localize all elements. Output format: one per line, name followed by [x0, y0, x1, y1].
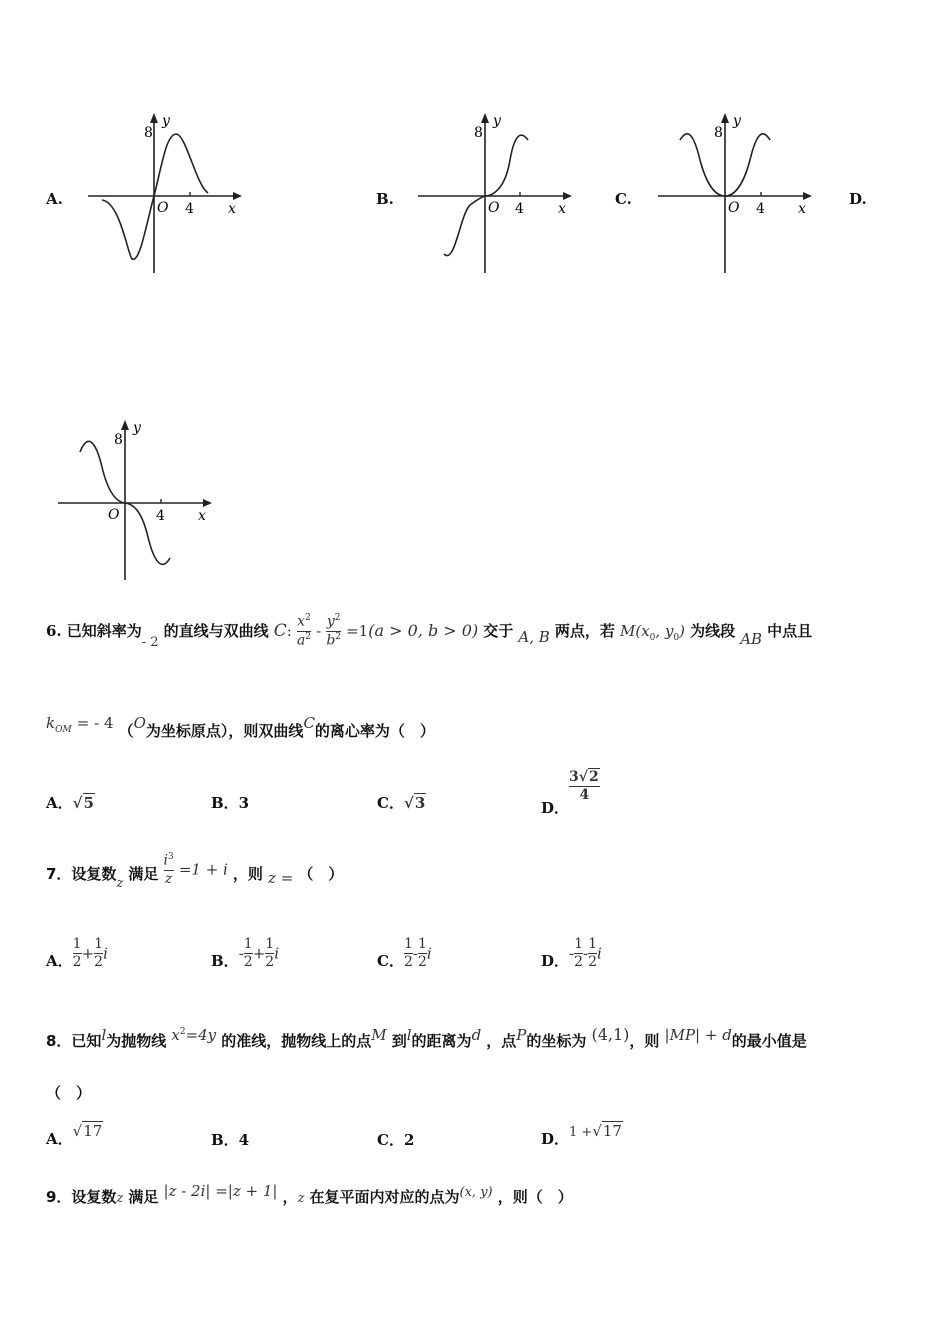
q6-line1: 6. 已知斜率为$_{- 2}$ 的直线与双曲线 C: $\frac{x^2}{a^2}$ - $\frac{y^2}{b^2}$ =1(a > 0, b > 0) 交于 A, B 两点，若 $M(x_0$, $y_0$) 为线段 AB 中点且: [46, 613, 813, 651]
x-label: x: [228, 201, 236, 217]
q9-line: 9．设复数$_z$ 满足 |z - 2i| =|z + 1| ，$_z$ 在复平面内对应的点为(x, y) ，则（ ）: [46, 1182, 573, 1206]
q8-line1: 8．已知l为抛物线 $x^2=4y$ 的准线，抛物线上的点M 到l的距离为d ，点P的坐标为 (4,1)，则 |MP| + d的最小值是: [46, 1025, 807, 1050]
svg-text:x: x: [198, 508, 206, 524]
q8-option-b: B．4: [211, 1131, 250, 1149]
option-a-label: A.: [46, 190, 63, 208]
q8-option-c: C．2: [377, 1131, 415, 1149]
q7-option-a: A． $\frac{1}{2}$ + $\frac{1}{2}$ i: [46, 936, 108, 971]
q6-option-b: B．3: [211, 794, 250, 812]
option-b-label: B.: [376, 190, 394, 208]
q8-paren: （ ）: [46, 1084, 92, 1102]
svg-text:O: O: [728, 200, 740, 216]
tick-4: 4: [185, 201, 194, 217]
q7-option-d: D．- $\frac{1}{2}$ - $\frac{1}{2}$ i: [541, 936, 602, 971]
graph-c: [650, 105, 820, 280]
option-d-label: D.: [849, 190, 867, 208]
svg-text:8: 8: [114, 432, 123, 448]
svg-text:4: 4: [515, 201, 524, 217]
svg-text:O: O: [108, 507, 120, 523]
q6-option-d: D． $\frac{3√2}{4}$: [541, 769, 599, 817]
q8-option-a: A．√17: [46, 1122, 103, 1148]
q6-line2: $k_{OM}$ = - 4 （O为坐标原点），则双曲线C的离心率为（ ）: [46, 714, 435, 740]
q7-option-b: B．- $\frac{1}{2}$ + $\frac{1}{2}$ i: [211, 936, 279, 971]
q6-option-c: C．√3: [377, 794, 426, 812]
svg-text:x: x: [558, 201, 566, 217]
svg-text:4: 4: [156, 508, 165, 524]
y-arrow: [150, 113, 158, 123]
svg-text:x: x: [798, 201, 806, 217]
q7-option-c: C． $\frac{1}{2}$ - $\frac{1}{2}$ i: [377, 936, 432, 971]
svg-text:y: y: [493, 113, 501, 129]
y-label: y: [162, 113, 170, 129]
svg-text:8: 8: [474, 125, 483, 141]
svg-text:y: y: [733, 113, 741, 129]
q6-option-a: A．√5: [46, 794, 94, 812]
graph-a: [80, 105, 250, 280]
option-c-label: C.: [615, 190, 632, 208]
graph-d: [50, 412, 220, 587]
svg-text:y: y: [133, 420, 141, 436]
x-arrow: [233, 192, 242, 200]
svg-text:O: O: [488, 200, 500, 216]
q8-option-d: D．1 +√17: [541, 1122, 622, 1148]
tick-8: 8: [144, 125, 153, 141]
svg-text:8: 8: [714, 125, 723, 141]
graph-b: [410, 105, 580, 280]
q7-line: 7．设复数$_z$ 满足 $\frac{i^3}{z}$ =1 + i ，则 z = （ ）: [46, 852, 344, 891]
origin-label: O: [157, 200, 169, 216]
svg-text:4: 4: [756, 201, 765, 217]
